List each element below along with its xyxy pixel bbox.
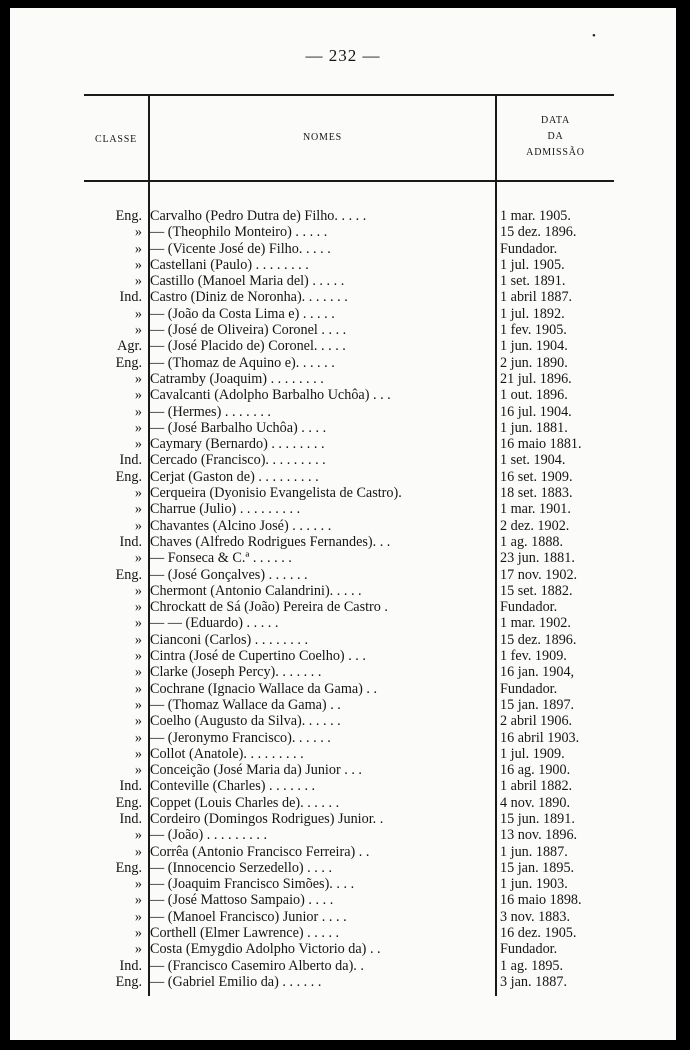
classe-cell: » — [134, 370, 142, 387]
classe-cell: » — [134, 892, 142, 909]
data-cell: 15 set. 1882. — [500, 582, 573, 599]
classe-cell: » — [134, 648, 142, 665]
classe-cell: » — [134, 615, 142, 632]
table-row — [70, 208, 630, 224]
classe-cell: » — [134, 517, 142, 534]
data-cell: 1 set. 1891. — [500, 273, 566, 290]
nome-cell: Castillo (Manoel Maria del) . . . . . — [150, 273, 345, 290]
table-row — [70, 289, 630, 305]
classe-cell: » — [134, 680, 142, 697]
table-row — [70, 273, 630, 289]
classe-cell: » — [134, 941, 142, 958]
data-cell: 1 out. 1896. — [500, 387, 568, 404]
classe-cell: Eng. — [115, 973, 142, 990]
nome-cell: Chavantes (Alcino José) . . . . . . — [150, 517, 332, 534]
table-row — [70, 355, 630, 371]
data-cell: 3 nov. 1883. — [500, 908, 571, 925]
data-cell: 1 mar. 1905. — [500, 208, 571, 224]
table-row — [70, 257, 630, 273]
nome-cell: Cintra (José de Cupertino Coelho) . . . — [150, 648, 366, 665]
table-row — [70, 599, 630, 615]
nome-cell: Cercado (Francisco). . . . . . . . . — [150, 452, 326, 469]
nome-cell: — (José Placido de) Coronel. . . . . — [150, 338, 346, 355]
admission-table — [70, 208, 630, 990]
nome-cell: — (Joaquim Francisco Simões). . . . — [150, 876, 355, 893]
nome-cell: — (José Mattoso Sampaio) . . . . — [150, 892, 334, 909]
nome-cell: Coppet (Louis Charles de). . . . . . — [150, 794, 340, 811]
classe-cell: Agr. — [117, 338, 142, 355]
header-data-line3: ADMISSÃO — [526, 147, 585, 158]
data-cell: 1 set. 1904. — [500, 452, 566, 469]
data-cell: 15 jun. 1891. — [500, 810, 575, 827]
table-row — [70, 713, 630, 729]
data-cell: 3 jan. 1887. — [500, 973, 567, 990]
data-cell: 21 jul. 1896. — [500, 370, 572, 387]
data-cell: 1 jul. 1892. — [500, 305, 565, 322]
data-cell: 23 jun. 1881. — [500, 550, 575, 567]
nome-cell: Corrêa (Antonio Francisco Ferreira) . . — [150, 843, 370, 860]
table-row — [70, 485, 630, 501]
classe-cell: Eng. — [115, 859, 142, 876]
classe-cell: » — [134, 501, 142, 518]
classe-cell: Eng. — [115, 208, 142, 224]
nome-cell: — (Thomaz de Aquino e). . . . . . — [150, 354, 335, 371]
table-row — [70, 420, 630, 436]
table-row — [70, 974, 630, 990]
nome-cell: — (José Gonçalves) . . . . . . — [150, 566, 308, 583]
nome-cell: — (José de Oliveira) Coronel . . . . — [150, 322, 347, 339]
table-row — [70, 518, 630, 534]
classe-cell: Eng. — [115, 566, 142, 583]
classe-cell: » — [134, 322, 142, 339]
table-row — [70, 567, 630, 583]
nome-cell: Conceição (José Maria da) Junior . . . — [150, 762, 362, 779]
table-row — [70, 387, 630, 403]
data-cell: 1 jul. 1905. — [500, 256, 565, 273]
nome-cell: Charrue (Julio) . . . . . . . . . — [150, 501, 301, 518]
data-cell: 16 dez. 1905. — [500, 925, 577, 942]
table-row — [70, 844, 630, 860]
classe-cell: Eng. — [115, 468, 142, 485]
data-cell: 1 ag. 1895. — [500, 957, 564, 974]
data-cell: 1 ag. 1888. — [500, 533, 564, 550]
classe-cell: » — [134, 908, 142, 925]
table-row — [70, 860, 630, 876]
nome-cell: — — (Eduardo) . . . . . — [150, 615, 279, 632]
nome-cell: — (Manoel Francisco) Junior . . . . — [150, 908, 347, 925]
classe-cell: » — [134, 550, 142, 567]
classe-cell: » — [134, 240, 142, 257]
nome-cell: Conteville (Charles) . . . . . . . — [150, 778, 316, 795]
classe-cell: Ind. — [119, 957, 142, 974]
header-classe: CLASSE — [94, 134, 138, 145]
classe-cell: » — [134, 256, 142, 273]
data-cell: 16 maio 1881. — [500, 436, 582, 453]
data-cell: 1 jun. 1903. — [500, 876, 568, 893]
table-row — [70, 730, 630, 746]
data-cell: Fundador. — [500, 240, 558, 257]
classe-cell: » — [134, 843, 142, 860]
nome-cell: — (José Barbalho Uchôa) . . . . — [150, 419, 327, 436]
table-row — [70, 469, 630, 485]
nome-cell: — (Thomaz Wallace da Gama) . . — [150, 696, 341, 713]
nome-cell: Cerqueira (Dyonisio Evangelista de Castro). — [150, 485, 402, 502]
classe-cell: » — [134, 745, 142, 762]
classe-cell: » — [134, 485, 142, 502]
nome-cell: — (João da Costa Lima e) . . . . . — [150, 305, 335, 322]
classe-cell: Ind. — [119, 533, 142, 550]
classe-cell: » — [134, 827, 142, 844]
table-row — [70, 697, 630, 713]
data-cell: 1 jun. 1881. — [500, 419, 568, 436]
nome-cell: Cochrane (Ignacio Wallace da Gama) . . — [150, 680, 378, 697]
classe-cell: » — [134, 436, 142, 453]
nome-cell: — (Francisco Casemiro Alberto da). . — [150, 957, 364, 974]
table-row — [70, 681, 630, 697]
table-row — [70, 583, 630, 599]
nome-cell: — (Hermes) . . . . . . . — [150, 403, 271, 420]
table-row — [70, 632, 630, 648]
classe-cell: Eng. — [115, 354, 142, 371]
data-cell: 15 dez. 1896. — [500, 224, 577, 241]
classe-cell: » — [134, 664, 142, 681]
nome-cell: Chermont (Antonio Calandrini). . . . . — [150, 582, 362, 599]
data-cell: 15 dez. 1896. — [500, 631, 577, 648]
classe-cell: Ind. — [119, 778, 142, 795]
header-top-rule — [84, 94, 614, 96]
table-row — [70, 876, 630, 892]
nome-cell: Carvalho (Pedro Dutra de) Filho. . . . . — [150, 208, 367, 224]
table-row — [70, 224, 630, 240]
classe-cell: » — [134, 713, 142, 730]
data-cell: 1 mar. 1902. — [500, 615, 571, 632]
nome-cell: Cavalcanti (Adolpho Barbalho Uchôa) . . . — [150, 387, 391, 404]
table-row — [70, 648, 630, 664]
table-row — [70, 550, 630, 566]
data-cell: 2 dez. 1902. — [500, 517, 570, 534]
header-data-line1: DATA — [540, 115, 571, 126]
classe-cell: Ind. — [119, 810, 142, 827]
table-row — [70, 958, 630, 974]
nome-cell: Catramby (Joaquim) . . . . . . . . — [150, 370, 324, 387]
data-cell: 1 jul. 1909. — [500, 745, 565, 762]
header-data-line2: DA — [547, 131, 564, 142]
table-row — [70, 436, 630, 452]
classe-cell: » — [134, 273, 142, 290]
table-row — [70, 306, 630, 322]
table-row — [70, 452, 630, 468]
classe-cell: » — [134, 305, 142, 322]
classe-cell: Ind. — [119, 289, 142, 306]
table-row — [70, 762, 630, 778]
data-cell: 15 jan. 1895. — [500, 859, 575, 876]
classe-cell: » — [134, 876, 142, 893]
data-cell: Fundador. — [500, 941, 558, 958]
nome-cell: Collot (Anatole). . . . . . . . . — [150, 745, 304, 762]
classe-cell: Ind. — [119, 452, 142, 469]
classe-cell: » — [134, 762, 142, 779]
nome-cell: Clarke (Joseph Percy). . . . . . . — [150, 664, 322, 681]
data-cell: 1 abril 1887. — [500, 289, 573, 306]
data-cell: 16 abril 1903. — [500, 729, 580, 746]
table-row — [70, 827, 630, 843]
data-cell: 1 abril 1882. — [500, 778, 573, 795]
data-cell: 1 jun. 1904. — [500, 338, 568, 355]
classe-cell: » — [134, 729, 142, 746]
nome-cell: — (João) . . . . . . . . . — [150, 827, 268, 844]
nome-cell: Cianconi (Carlos) . . . . . . . . — [150, 631, 309, 648]
data-cell: 1 fev. 1909. — [500, 648, 567, 665]
table-row — [70, 778, 630, 794]
data-cell: 16 jul. 1904. — [500, 403, 572, 420]
nome-cell: — (Vicente José de) Filho. . . . . — [150, 240, 331, 257]
table-row — [70, 322, 630, 338]
nome-cell: Castellani (Paulo) . . . . . . . . — [150, 256, 309, 273]
table-row — [70, 338, 630, 354]
data-cell: 2 abril 1906. — [500, 713, 573, 730]
nome-cell: Castro (Diniz de Noronha). . . . . . . — [150, 289, 348, 306]
data-cell: 16 jan. 1904, — [500, 664, 575, 681]
nome-cell: — (Gabriel Emilio da) . . . . . . — [150, 973, 322, 990]
data-cell: Fundador. — [500, 599, 558, 616]
table-row — [70, 615, 630, 631]
nome-cell: Chrockatt de Sá (João) Pereira de Castro . — [150, 599, 388, 616]
table-row — [70, 811, 630, 827]
page-number: — 232 — — [305, 46, 381, 65]
nome-cell: Caymary (Bernardo) . . . . . . . . — [150, 436, 325, 453]
data-cell: 1 mar. 1901. — [500, 501, 571, 518]
table-row — [70, 501, 630, 517]
classe-cell: » — [134, 224, 142, 241]
table-row — [70, 941, 630, 957]
nome-cell: Corthell (Elmer Lawrence) . . . . . — [150, 925, 340, 942]
table-row — [70, 371, 630, 387]
nome-cell: Coelho (Augusto da Silva). . . . . . — [150, 713, 341, 730]
document-page — [10, 8, 676, 1040]
table-row — [70, 241, 630, 257]
header-nomes: NOMES — [302, 132, 342, 143]
classe-cell: » — [134, 387, 142, 404]
classe-cell: » — [134, 582, 142, 599]
classe-cell: Eng. — [115, 794, 142, 811]
data-cell: 1 jun. 1887. — [500, 843, 568, 860]
classe-cell: » — [134, 696, 142, 713]
data-cell: 15 jan. 1897. — [500, 696, 575, 713]
table-row — [70, 795, 630, 811]
classe-cell: » — [134, 599, 142, 616]
data-cell: 17 nov. 1902. — [500, 566, 578, 583]
data-cell: 2 jun. 1890. — [500, 354, 568, 371]
classe-cell: » — [134, 925, 142, 942]
nome-cell: Cordeiro (Domingos Rodrigues) Junior. . — [150, 810, 384, 827]
nome-cell: — (Theophilo Monteiro) . . . . . — [150, 224, 328, 241]
table-row — [70, 909, 630, 925]
data-cell: 16 set. 1909. — [500, 468, 573, 485]
nome-cell: Costa (Emygdio Adolpho Victorio da) . . — [150, 941, 381, 958]
table-row — [70, 534, 630, 550]
nome-cell: Cerjat (Gaston de) . . . . . . . . . — [150, 468, 319, 485]
nome-cell: — (Jeronymo Francisco). . . . . . — [150, 729, 331, 746]
nome-cell: — (Innocencio Serzedello) . . . . — [150, 859, 333, 876]
table-row — [70, 746, 630, 762]
data-cell: 13 nov. 1896. — [500, 827, 578, 844]
data-cell: 16 ag. 1900. — [500, 762, 571, 779]
data-cell: 1 fev. 1905. — [500, 322, 567, 339]
table-row — [70, 925, 630, 941]
data-cell: 18 set. 1883. — [500, 485, 573, 502]
data-cell: Fundador. — [500, 680, 558, 697]
classe-cell: » — [134, 419, 142, 436]
header-bottom-rule — [84, 180, 614, 182]
scan-speck: • — [592, 30, 596, 42]
classe-cell: » — [134, 631, 142, 648]
data-cell: 4 nov. 1890. — [500, 794, 571, 811]
nome-cell: Chaves (Alfredo Rodrigues Fernandes). . . — [150, 533, 391, 550]
table-row — [70, 404, 630, 420]
table-row — [70, 892, 630, 908]
nome-cell: — Fonseca & C.ª . . . . . . — [150, 550, 292, 567]
data-cell: 16 maio 1898. — [500, 892, 582, 909]
classe-cell: » — [134, 403, 142, 420]
table-row — [70, 664, 630, 680]
